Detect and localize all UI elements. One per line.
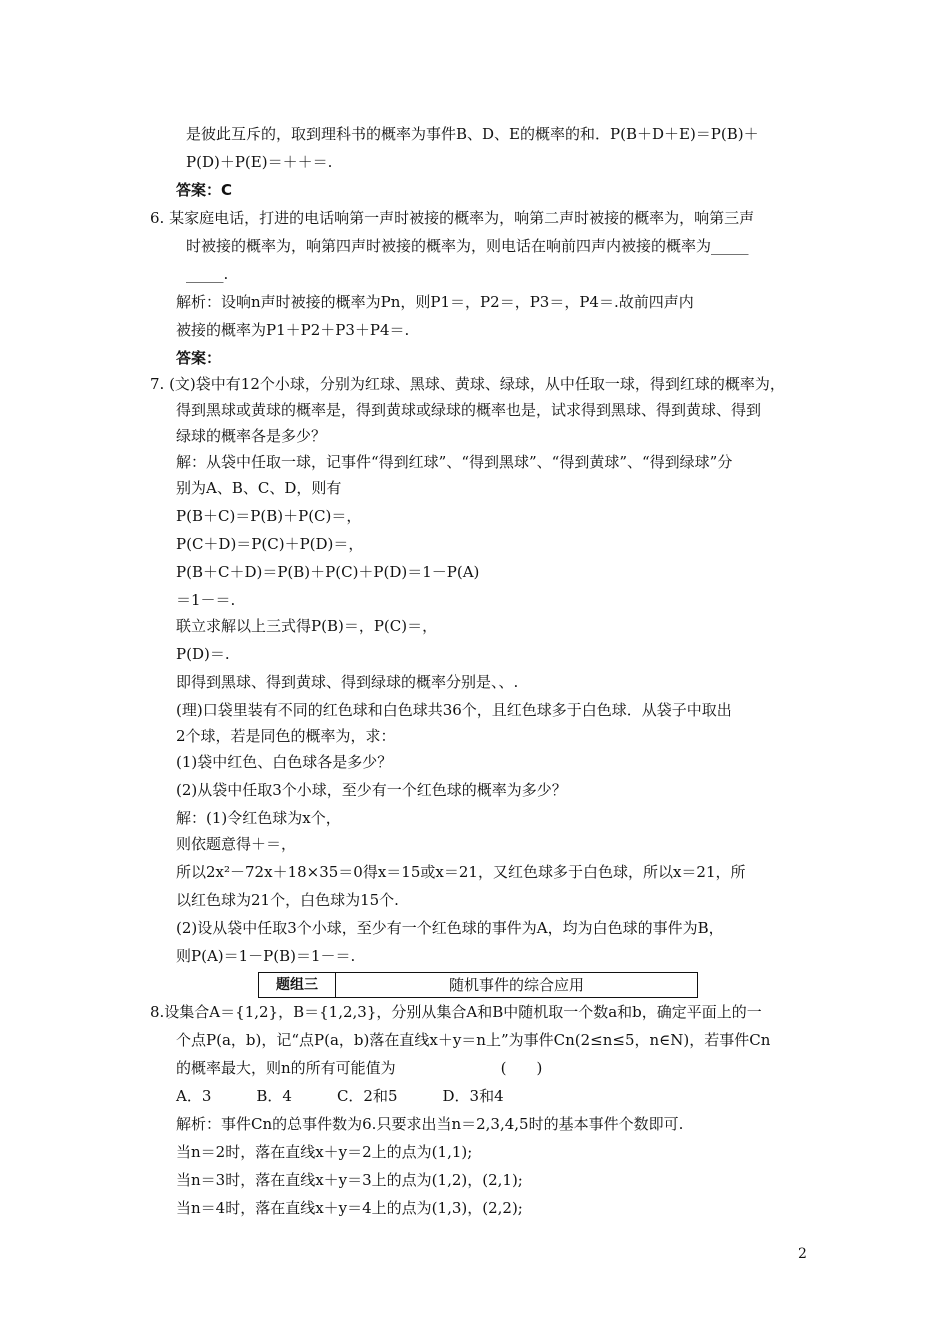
choices-line: A．3 B．4 C．2和5 D．3和4 (176, 1087, 504, 1105)
text-line: 别为A、B、C、D，则有 (176, 479, 342, 497)
text-line: (2)设从袋中任取3个小球，至少有一个红色球的事件为A，均为白色球的事件为B， (176, 919, 724, 937)
text-line: 则P(A)＝1－P(B)＝1－＝. (176, 947, 356, 965)
text-line: (2)从袋中任取3个小球，至少有一个红色球的概率为多少？ (176, 781, 567, 799)
text-line: 所以2x²－72x＋18×35＝0得x＝15或x＝21，又红色球多于白色球，所以x＝21，所 (176, 863, 746, 881)
formula-line: P(D)＝. (176, 645, 230, 663)
text-line: 是彼此互斥的，取到理科书的概率为事件B、D、E的概率的和．P(B＋D＋E)＝P(B)＋ (186, 125, 759, 143)
text-line: 当n＝2时，落在直线x＋y＝2上的点为(1,1); (176, 1143, 473, 1161)
text-line: (理)口袋里装有不同的红色球和白色球共36个，且红色球多于白色球．从袋子中取出 (176, 701, 732, 719)
section-label: 题组三 (259, 973, 336, 997)
formula-line: P(B＋C＋D)＝P(B)＋P(C)＋P(D)＝1－P(A) (176, 563, 480, 581)
text-line: 即得到黑球、得到黄球、得到绿球的概率分别是、、. (176, 673, 519, 691)
text-line: 当n＝4时，落在直线x＋y＝4上的点为(1,3)，(2,2); (176, 1199, 523, 1217)
page-number: 2 (798, 1246, 807, 1262)
text-line: _____. (186, 265, 229, 283)
text-line: 联立求解以上三式得P(B)＝，P(C)＝， (176, 617, 438, 635)
answer-line: 答案： (176, 349, 222, 367)
text-line: 绿球的概率各是多少？ (176, 427, 327, 445)
question-8: 8.设集合A＝{1,2}，B＝{1,2,3}，分别从集合A和B中随机取一个数a和b，确定平面上的一 (150, 1003, 762, 1021)
text-line: 时被接的概率为，响第四声时被接的概率为，则电话在响前四声内被接的概率为_____ (186, 237, 749, 255)
text-line: (1)袋中红色、白色球各是多少？ (176, 753, 393, 771)
text-line: 被接的概率为P1＋P2＋P3＋P4＝. (176, 321, 410, 339)
text-line: 当n＝3时，落在直线x＋y＝3上的点为(1,2)，(2,1); (176, 1171, 523, 1189)
text-line: 个点P(a，b)，记“点P(a，b)落在直线x＋y＝n上”为事件Cn(2≤n≤5，n∈N)，若事件Cn (176, 1031, 771, 1049)
question-6: 6. 某家庭电话，打进的电话响第一声时被接的概率为，响第二声时被接的概率为，响第三声 (150, 209, 755, 227)
text-line: 以红色球为21个，白色球为15个. (176, 891, 399, 909)
formula-line: P(C＋D)＝P(C)＋P(D)＝， (176, 535, 364, 553)
text-line: 的概率最大，则n的所有可能值为 ( ) (176, 1059, 543, 1077)
formula-line: ＝1－＝. (176, 591, 236, 609)
solution-line: 解析：事件Cn的总事件数为6.只要求出当n＝2,3,4,5时的基本事件个数即可. (176, 1115, 684, 1133)
solution-line: 解：从袋中任取一球，记事件“得到红球”、“得到黑球”、“得到黄球”、“得到绿球”分 (176, 453, 733, 471)
formula-line: P(B＋C)＝P(B)＋P(C)＝， (176, 507, 362, 525)
section-title: 随机事件的综合应用 (448, 976, 584, 994)
text-line: 则依题意得＋＝， (176, 835, 297, 853)
section-header (258, 972, 698, 998)
question-7: 7. (文)袋中有12个小球，分别为红球、黑球、黄球、绿球，从中任取一球，得到红球的概率为， (150, 375, 785, 393)
solution-line: 解：(1)令红色球为x个， (176, 809, 341, 827)
text-line: 2个球，若是同色的概率为，求： (176, 727, 396, 745)
text-line: P(D)＋P(E)＝＋＋＝. (186, 153, 333, 171)
text-line: 得到黑球或黄球的概率是，得到黄球或绿球的概率也是，试求得到黑球、得到黄球、得到 (176, 401, 762, 419)
solution-line: 解析：设响n声时被接的概率为Pn，则P1＝，P2＝，P3＝，P4＝.故前四声内 (176, 293, 694, 311)
answer-line: 答案：C (176, 181, 233, 199)
